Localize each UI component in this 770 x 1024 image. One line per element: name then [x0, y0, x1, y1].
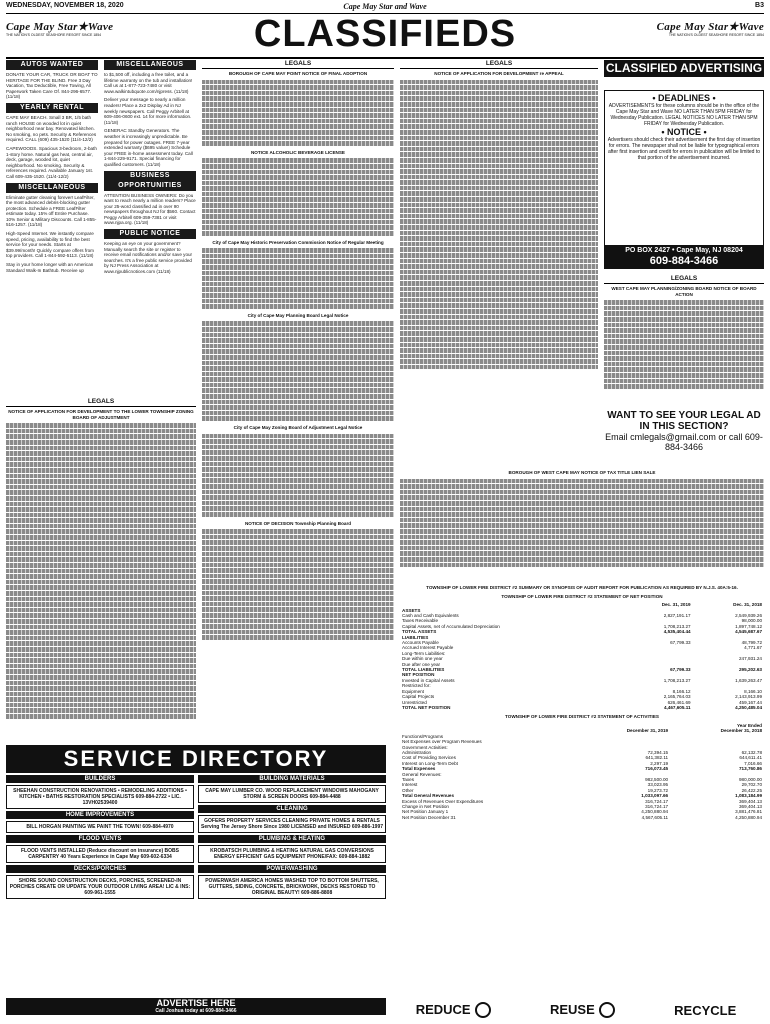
- deadlines-text: ADVERTISEMENTS for these columns should be in the office of the Cape May Star and Wave NO LATER THAN 5PM FRIDAY for Wednesday Publication. LEGAL NOTICES NO LATER THAN 5PM FRIDAY for Wednesday Publication.: [608, 103, 760, 127]
- audit-row-value: 980,000.00: [739, 776, 762, 782]
- alcohol-license-title: NOTICE ALCOHOLIC BEVERAGE LICENSE: [250, 149, 345, 155]
- audit-row-value: 295,202.63: [739, 667, 762, 673]
- audit-row-label: Due after one year: [402, 661, 441, 667]
- audit-row-value: 67,799.33: [670, 640, 691, 646]
- autos-wanted-ad: DONATE YOUR CAR, TRUCK OR BOAT TO HERITAGE FOR THE BLIND. Free 3 Day Vacation, Tax Deductible, Free Towing, All Paperwork Taken Care Of. 844-296-6577. (11/18): [6, 72, 98, 100]
- audit-row-value: 316,724.17: [645, 804, 669, 809]
- net-position-title: TOWNSHIP OF LOWER FIRE DISTRICT #2 STATEMENT OF NET POSITION: [501, 593, 663, 599]
- service-listing: KROBATSCH PLUMBING & HEATING NATURAL GAS CONVERSIONS ENERGY EFFICIENT GAS EQUIPMENT PHONE/FAX: 609-884-1882: [198, 845, 386, 863]
- business-opportunities-heading: BUSINESS OPPORTUNITIES: [104, 171, 196, 191]
- audit-row-value: 626,461.69: [667, 699, 691, 705]
- logo-left: Cape May Star★Wave THE NATION'S OLDEST SEASHORE RESORT SINCE 1854: [6, 21, 114, 37]
- misc-ad-1: Eliminate gutter cleaning forever! LeafFilter, the most advanced debris-blocking gutter protection. Schedule a FREE LeafFilter estimate today. 15% off Entire Purchase. 10% Senior & Military Discounts. Call 1-855-516-1257. (11/18): [6, 194, 97, 228]
- tax-lien-title: BOROUGH OF WEST CAPE MAY NOTICE OF TAX TITLE LIEN SALE: [508, 470, 656, 475]
- audit-row-value: 98,000.00: [741, 618, 762, 624]
- legals-column-5: [604, 275, 764, 405]
- audit-row-value: 2,549,939.26: [735, 613, 762, 618]
- business-ad: ATTENTION BUSINESS OWNERS: Do you want to reach nearly a million readers? Place your 25-word classified ad in over 90 newspapers throughout NJ for $560. Contact Peggy Arbitell 609-359-7381 or visit www.njpa.org. (11/18): [104, 192, 196, 226]
- recycle-icon: [475, 1002, 491, 1018]
- service-category: PLUMBING & HEATING: [198, 835, 386, 843]
- audit-row-value: 1,897,748.12: [735, 623, 762, 629]
- service-category: HOME IMPROVEMENTS: [6, 811, 194, 819]
- audit-row-value: 2,297.19: [650, 760, 669, 766]
- audit-row-label: Interest on Long-Term Debt: [402, 760, 458, 766]
- advertise-here-banner[interactable]: ADVERTISE HERE Call Joshua today at 609-884-3466: [6, 998, 386, 1015]
- issue-date: WEDNESDAY, NOVEMBER 18, 2020: [6, 2, 124, 9]
- service-listing: SHEEHAN CONSTRUCTION RENOVATIONS • REMODELING ADDITIONS • KITCHEN • BATHS RESTORATION SPECIALISTS 609-884-2722 • LIC. 13VH02539400: [6, 785, 194, 809]
- notice-of-decision-title: NOTICE OF DECISION Township Planning Board: [244, 520, 352, 526]
- audit-row-value: 33,023.95: [647, 782, 669, 788]
- misc-ad-6: GENERAC Standby Generators. The weather is increasingly unpredictable. Be prepared for power outages. FREE 7-year extended warranty ($695 value!) Schedule your FREE in-home assessment today. Call 1-844-229-9171. Special financing for qualified customers. (11/18): [104, 128, 193, 167]
- service-directory-title: SERVICE DIRECTORY: [6, 745, 386, 773]
- dev-application-title: NOTICE OF APPLICATION FOR DEVELOPMENT TO THE LOWER TOWNSHIP ZONING BOARD OF ADJUSTMENT: [8, 409, 194, 420]
- audit-row: [400, 705, 764, 710]
- legal-text-block-1: [6, 423, 196, 718]
- service-listing: POWERWASH AMERICA HOMES WASHED TOP TO BOTTOM SHUTTERS, GUTTERS, SIDING, CONCRETE, BRICKWORK, DECKS RESTORED TO ORIGINAL BEAUTY! 609-886-8808: [198, 875, 386, 899]
- audit-report: [400, 585, 764, 995]
- audit-row-label: Excess of Revenues Over Expenditures: [402, 798, 484, 804]
- service-category: POWERWASHING: [198, 865, 386, 873]
- audit-row-label: ASSETS: [402, 607, 421, 613]
- audit-row-value: 2,165,764.03: [663, 694, 691, 700]
- planning-board-title: City of Cape May Planning Board Legal Notice: [247, 312, 349, 318]
- audit-row-value: 982,500.00: [645, 776, 669, 782]
- audit-row-value: 19,273.72: [647, 787, 669, 793]
- audit-row-label: Change in Net Position: [402, 804, 449, 809]
- audit-row-label: Cost of Providing Services: [402, 755, 456, 761]
- audit-row-value: 716,073.45: [645, 766, 669, 772]
- audit-row-label: Net Expenses over Program Revenues: [402, 739, 482, 745]
- audit-row-value: 62,132.78: [741, 749, 762, 755]
- notice-final-adoption-title: BOROUGH OF CAPE MAY POINT NOTICE OF FINAL ADOPTION: [228, 71, 368, 76]
- legals-heading-3: LEGALS: [202, 60, 394, 69]
- audit-row-label: Long-Term Liabilities:: [402, 650, 446, 656]
- audit-row-value: 247,931.24: [739, 656, 762, 662]
- audit-row-value: 4,250,880.94: [735, 814, 762, 820]
- contact-box: [604, 245, 764, 269]
- legals-left-heading: LEGALS: [6, 398, 196, 407]
- phone-number: 609-884-3466: [649, 255, 719, 267]
- audit-row-label: TOTAL LIABILITIES: [402, 667, 445, 673]
- audit-row-label: Interest: [402, 782, 418, 788]
- col-header-2019: Dec. 31, 2019: [661, 602, 691, 608]
- audit-row-value: 26,422.25: [741, 787, 762, 793]
- net-position-table: [400, 602, 764, 710]
- audit-row-value: 4,535,404.44: [663, 629, 691, 635]
- page-number: B3: [755, 2, 764, 9]
- audit-row-label: TOTAL NET POSITION: [402, 704, 451, 710]
- service-category: DECKS/PORCHES: [6, 865, 194, 873]
- audit-row-value: 4,250,485.04: [735, 704, 762, 710]
- audit-row-label: Administration: [402, 749, 432, 755]
- service-listing: CAPE MAY LUMBER CO. WOOD REPLACEMENT WINDOWS MAHOGANY STORM & SCREEN DOORS 609-884-4488: [198, 785, 386, 803]
- notice-text: Advertisers should check their advertisement the first day of insertion for errors. The newspaper shall not be liable for typographical errors after first insertion and credit for errors in publication will be limited to that portion of the advertisement incurred.: [607, 137, 761, 161]
- legals-heading-4: LEGALS: [400, 60, 598, 69]
- audit-row-value: 369,404.13: [739, 798, 762, 804]
- audit-row-value: 8,166.12: [672, 688, 691, 694]
- masthead: [6, 13, 764, 56]
- classified-advertising-info: [604, 90, 764, 250]
- audit-row-value: 72,394.15: [647, 749, 669, 755]
- audit-row-label: Net Position January 1: [402, 809, 449, 815]
- col-header-dec-2019: December 31, 2019: [626, 728, 669, 734]
- service-category: BUILDING MATERIALS: [198, 775, 386, 783]
- classified-advertising-heading: CLASSIFIED ADVERTISING: [605, 61, 763, 75]
- audit-row-value: 4,771.67: [744, 645, 762, 651]
- service-directory-right-column: [198, 775, 386, 997]
- service-listing: GOFERS PROPERTY SERVICES CLEANING PRIVATE HOMES & RENTALS Serving The Jersey Shore Since 1980 LICENSED and INSURED 609-886-1997: [198, 815, 386, 833]
- public-notice-ad: Keeping an eye on your government? Manually search the site or register to receive email notifications and/or save your searches. It's a free public service provided by NJ Press Association at www.njpublicnotices.com (11/18): [104, 241, 193, 275]
- audit-row-value: 1,708,213.27: [663, 623, 691, 629]
- yearly-rental-heading: YEARLY RENTAL: [6, 103, 98, 113]
- notice-heading: • NOTICE •: [661, 127, 707, 137]
- page-header: [6, 2, 764, 12]
- service-category: CLEANING: [198, 805, 386, 813]
- audit-row-value: 1,033,097.66: [641, 793, 669, 799]
- audit-row-value: 48,799.72: [741, 640, 762, 646]
- audit-row-label: Total Expenses: [402, 766, 436, 772]
- audit-row-value: 713,760.86: [739, 766, 762, 772]
- audit-row-value: 1,708,213.27: [663, 677, 691, 683]
- audit-row-value: 2,143,913.99: [735, 694, 762, 700]
- hpc-meeting-title: City of Cape May Historic Preservation Commission Notice of Regular Meeting: [212, 239, 384, 245]
- audit-row-label: Total General Revenues: [402, 793, 454, 799]
- want-legal-ad-contact: Email cmlegals@gmail.com or call 609-884-3466: [605, 432, 763, 452]
- legals-column-4: [400, 60, 598, 470]
- service-listing: SHORE SOUND CONSTRUCTION DECKS, PORCHES, SCREENED-IN PORCHES CREATE OR UPDATE YOUR OUTDOOR LIVING AREA! LIC & INS: 609-961-1555: [6, 875, 194, 899]
- audit-row-label: General Revenues:: [402, 771, 442, 777]
- audit-row-label: Capital Assets, net of Accumulated Depreciation: [402, 623, 500, 629]
- reduce-reuse-recycle-banner: [388, 1000, 764, 1020]
- miscellaneous-heading-2: MISCELLANEOUS: [104, 60, 196, 70]
- legals-column-3: [202, 60, 394, 740]
- service-directory: [6, 745, 386, 1015]
- audit-row-label: Accrued Interest Payable: [402, 645, 454, 651]
- recycle-label: RECYCLE: [674, 1002, 737, 1018]
- audit-row-value: 4,467,605.11: [663, 704, 691, 710]
- audit-report-title: TOWNSHIP OF LOWER FIRE DISTRICT #2 SUMMARY OR SYNOPSIS OF AUDIT REPORT FOR PUBLICATION AS REQUIRED BY N.J.S. 40A:5-16.: [426, 585, 738, 590]
- section-title: CLASSIFIEDS: [253, 13, 517, 55]
- masthead-rule: [6, 57, 764, 59]
- misc-ad-4: to $1,500 off, including a free toilet, and a lifetime warranty on the tub and installation! Call us at 1-877-723-7480 or visit www.walkintubquote.com/njpress. (11/18): [104, 72, 193, 94]
- audit-row-label: Due within one year: [402, 656, 443, 662]
- year-ended-label: Year Ended: [736, 722, 762, 728]
- activities-table: [400, 723, 764, 820]
- audit-row-label: Net Position December 31: [402, 814, 456, 820]
- recycle-icon: [599, 1002, 615, 1018]
- audit-row-value: 459,167.44: [739, 699, 762, 705]
- audit-row-label: Restricted for:: [402, 683, 431, 689]
- audit-row-label: TOTAL ASSETS: [402, 629, 437, 635]
- col-header-dec-2018: December 31, 2018: [720, 728, 762, 734]
- column-1: [6, 60, 98, 395]
- column-2: [104, 60, 196, 395]
- audit-row-value: 1,639,263.47: [735, 677, 762, 683]
- audit-row-value: 3,881,476.81: [735, 809, 762, 815]
- po-box: PO BOX 2427 • Cape May, NJ 08204: [625, 247, 743, 254]
- audit-row-value: 4,545,687.67: [735, 629, 762, 635]
- misc-ad-2: High-Speed Internet. We instantly compare speed, pricing, availability to find the best service for your needs. Starts at $39.99/month! Quickly compare offers from top providers. Call 1-844-592-5113. (11/18): [6, 231, 95, 259]
- logo-right: Cape May Star★Wave THE NATION'S OLDEST SEASHORE RESORT SINCE 1854: [656, 21, 764, 37]
- audit-row-value: 4,567,605.11: [641, 814, 669, 820]
- reduce-label: REDUCE: [415, 1001, 471, 1017]
- col-header-2018: Dec. 31, 2018: [733, 602, 762, 608]
- board-action-title: WEST CAPE MAY PLANNING/ZONING BOARD NOTICE OF BOARD ACTION: [611, 286, 757, 297]
- audit-row-label: Cash and Cash Equivalents: [402, 613, 459, 618]
- audit-row-value: 4,250,880.94: [641, 809, 669, 815]
- reuse-label: REUSE: [549, 1001, 595, 1017]
- misc-ad-5: Deliver your message to nearly a million readers! Place a 2x2 Display Ad in NJ weekly newspapers. Call Peggy Arbitell at 609-406-0600 ext. 14 for more information. (11/18): [104, 97, 192, 125]
- audit-row-value: 67,799.33: [670, 667, 691, 673]
- activities-title: TOWNSHIP OF LOWER FIRE DISTRICT #2 STATEMENT OF ACTIVITIES: [505, 714, 659, 720]
- paper-name: Cape May Star and Wave: [343, 2, 427, 11]
- yearly-rental-ad-1: CAPE MAY BEACH. Small 3 BR, 1/5 bath ranch HOUSE on wooded lot in quiet neighborhood near bay. Renovated kitchen. No smoking, no pets. Security & References required. CALL (609) 435-1520 (11/4-12/2): [6, 114, 97, 143]
- audit-row-label: Invested in Capital Assets: [402, 677, 455, 683]
- audit-row-value: 641,382.11: [645, 755, 669, 761]
- public-notice-heading: PUBLIC NOTICE: [104, 229, 196, 239]
- want-legal-ad-promo: [604, 410, 764, 452]
- audit-row-value: 2,827,191.17: [663, 613, 691, 618]
- audit-row: [400, 815, 764, 820]
- audit-row-label: Capital Projects: [402, 694, 435, 700]
- audit-row-label: Unrestricted: [402, 699, 427, 705]
- audit-row-label: Equipment: [402, 688, 424, 694]
- legals-heading-5: LEGALS: [604, 275, 764, 284]
- yearly-rental-ad-2: CAPEWOODS. Spacious 3-bedroom, 2-bath 1-story home. Natural gas heat, central air, deck, garage, wooded lot, quiet neighborhood. No smoking. Security & references required. Available January 1st. Call 609-435-1520. (11/4-12/2): [6, 145, 97, 179]
- service-listing: BILL HORGAN PAINTING WE PAINT THE TOWN! 609-884-4970: [6, 821, 194, 833]
- audit-row-value: 1,083,184.99: [735, 793, 762, 799]
- service-listing: FLOOD VENTS INSTALLED (Reduce discount on insurance) BOBS CARPENTRY 40 Years Experience in Cape May 609-602-6334: [6, 845, 194, 863]
- misc-ad-3: Stay in your home longer with an American Standard Walk-In Bathtub. Receive up: [6, 262, 94, 273]
- audit-row-label: NET POSITION: [402, 672, 435, 678]
- zoning-board-title: City of Cape May Zoning Board of Adjustment Legal Notice: [233, 425, 363, 431]
- audit-row-value: 29,702.70: [741, 782, 762, 788]
- service-directory-left-column: [6, 775, 194, 997]
- audit-row-value: 8,166.10: [744, 688, 762, 694]
- audit-row-label: Taxes Receivable: [402, 618, 439, 624]
- appeal-application-title: NOTICE OF APPLICATION FOR DEVELOPMENT re APPEAL: [434, 71, 564, 76]
- tax-lien-notice: [400, 470, 764, 580]
- audit-row-label: LIABILITIES: [402, 634, 429, 640]
- audit-row-value: 369,404.13: [739, 804, 762, 809]
- want-legal-ad-title: WANT TO SEE YOUR LEGAL AD IN THIS SECTION?: [607, 410, 761, 432]
- legals-left: [6, 398, 196, 740]
- audit-row-label: Functions/Programs: [402, 733, 444, 739]
- audit-row-value: 644,611.41: [739, 755, 762, 761]
- audit-row-label: Accounts Payable: [402, 640, 439, 646]
- audit-row-label: Other: [402, 787, 414, 793]
- miscellaneous-heading: MISCELLANEOUS: [6, 183, 98, 193]
- audit-row-label: Government Activities:: [402, 744, 448, 750]
- audit-row-value: 316,724.17: [645, 798, 669, 804]
- service-category: FLOOD VENTS: [6, 835, 194, 843]
- audit-row-label: Taxes: [402, 776, 414, 782]
- deadlines-heading: • DEADLINES •: [652, 93, 716, 103]
- audit-row-value: 7,016.66: [744, 760, 762, 766]
- autos-wanted-heading: AUTOS WANTED: [6, 60, 98, 70]
- service-category: BUILDERS: [6, 775, 194, 783]
